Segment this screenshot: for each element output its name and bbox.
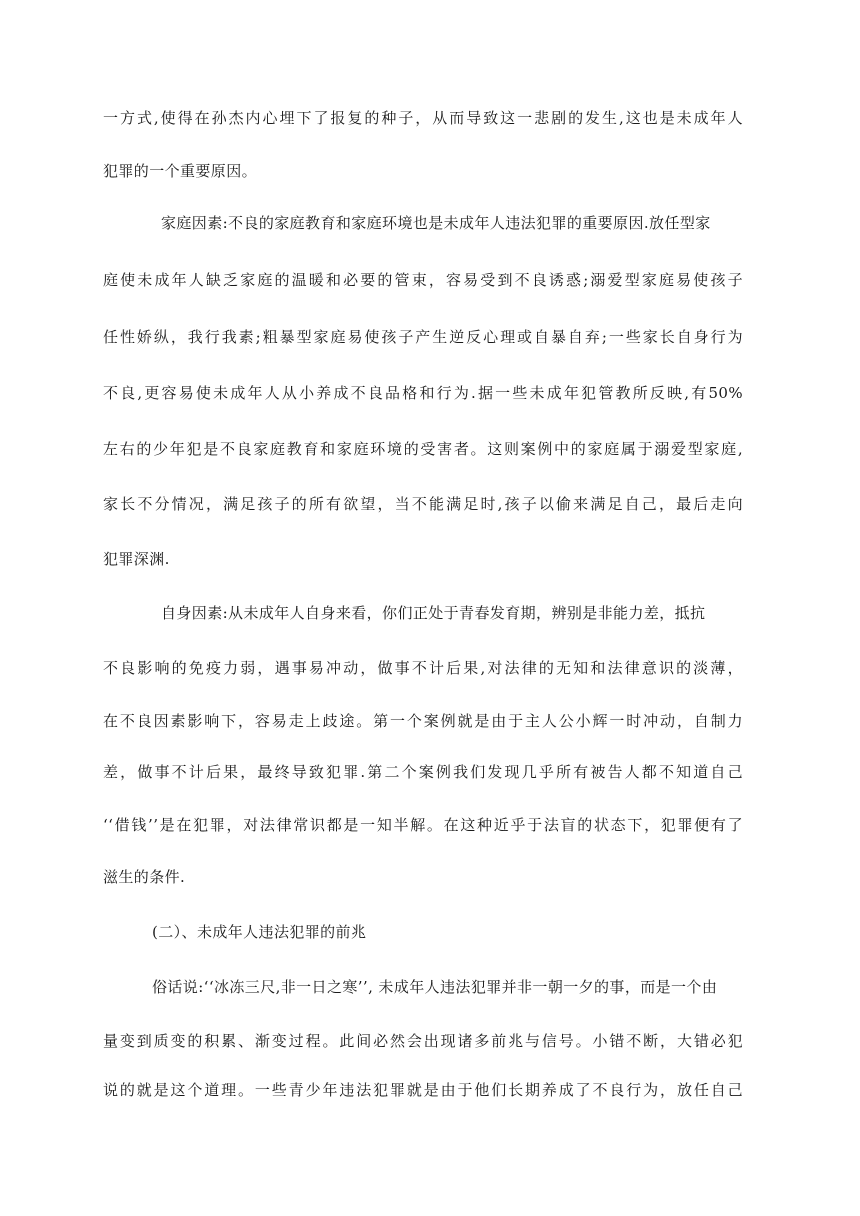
paragraph-line: 不良影响的免疫力弱，遇事易冲动，做事不计后果,对法律的无知和法律意识的淡薄， — [103, 659, 743, 677]
paragraph-line: 庭使未成年人缺乏家庭的温暖和必要的管束，容易受到不良诱惑;溺爱型家庭易使孩子 — [103, 271, 743, 289]
paragraph-line: 在不良因素影响下，容易走上歧途。第一个案例就是由于主人公小辉一时冲动，自制力 — [103, 712, 743, 730]
paragraph-line: 犯罪的一个重要原因。 — [103, 162, 258, 180]
section-heading: (二）、未成年人违法犯罪的前兆 — [152, 923, 367, 941]
paragraph-line: 不良,更容易使未成年人从小养成不良品格和行为.据一些未成年犯管教所反映,有50% — [103, 384, 743, 402]
paragraph-line: 家庭因素:不良的家庭教育和家庭环境也是未成年人违法犯罪的重要原因.放任型家 — [161, 214, 711, 232]
paragraph-line: 家长不分情况，满足孩子的所有欲望，当不能满足时,孩子以偷来满足自己，最后走向 — [103, 495, 743, 513]
paragraph-line: 自身因素:从未成年人自身来看，你们正处于青春发育期，辨别是非能力差，抵抗 — [161, 604, 706, 622]
paragraph-line: 差，做事不计后果，最终导致犯罪.第二个案例我们发现几乎所有被告人都不知道自己 — [103, 763, 743, 781]
paragraph-line: 左右的少年犯是不良家庭教育和家庭环境的受害者。这则案例中的家庭属于溺爱型家庭, — [103, 440, 743, 458]
paragraph-line: 任性娇纵，我行我素;粗暴型家庭易使孩子产生逆反心理或自暴自弃;一些家长自身行为 — [103, 328, 743, 346]
paragraph-line: 说的就是这个道理。一些青少年违法犯罪就是由于他们长期养成了不良行为，放任自己 — [103, 1081, 743, 1099]
paragraph-line: 一方式,使得在孙杰内心埋下了报复的种子，从而导致这一悲剧的发生,这也是未成年人 — [103, 109, 743, 127]
paragraph-line: ‘‘借钱’’是在犯罪，对法律常识都是一知半解。在这种近乎于法盲的状态下，犯罪便有了 — [103, 816, 743, 834]
paragraph-line: 俗话说:‘‘冰冻三尺,非一日之寒’’, 未成年人违法犯罪并非一朝一夕的事，而是一个由 — [152, 978, 718, 996]
paragraph-line: 滋生的条件. — [103, 868, 186, 886]
paragraph-line: 量变到质变的积累、渐变过程。此间必然会出现诸多前兆与信号。小错不断，大错必犯 — [103, 1032, 743, 1050]
paragraph-line: 犯罪深渊. — [103, 550, 170, 568]
